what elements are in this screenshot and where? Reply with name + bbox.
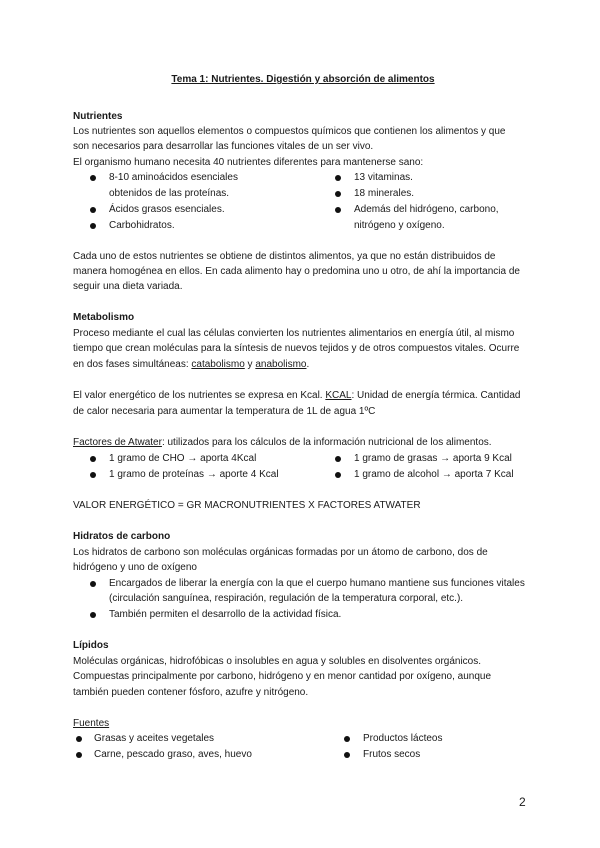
paragraph-line: seguir una dieta variada. bbox=[73, 281, 183, 292]
list-item: nitrógeno y oxígeno. bbox=[354, 220, 445, 231]
bullet-dot bbox=[335, 207, 341, 213]
paragraph-line: Cada uno de estos nutrientes se obtiene de distintos alimentos, ya que no están distribuidos de bbox=[73, 251, 496, 262]
list-item: Productos lácteos bbox=[363, 733, 443, 744]
paragraph-line: Proceso mediante el cual las células convierten los nutrientes alimentarios en energía útil, al mismo bbox=[73, 328, 515, 339]
paragraph-line: Moléculas orgánicas, hidrofóbicas o insolubles en agua y solubles en disolventes orgánicos. bbox=[73, 656, 482, 667]
paragraph-line: tiempo que crean moléculas para la síntesis de nuevos tejidos y de otros compuestos vitales. Ocurre bbox=[73, 343, 520, 354]
bullet-dot bbox=[335, 456, 341, 462]
heading-fuentes: Fuentes bbox=[73, 718, 110, 729]
list-item: Carne, pescado graso, aves, huevo bbox=[94, 749, 252, 760]
list-item: 1 gramo de CHO → aporta 4Kcal bbox=[109, 453, 257, 464]
page-title: Tema 1: Nutrientes. Digestión y absorción de alimentos bbox=[171, 74, 435, 85]
list-item: Frutos secos bbox=[363, 749, 421, 760]
list-item: obtenidos de las proteínas. bbox=[109, 188, 230, 199]
term-catabolismo: catabolismo bbox=[191, 359, 245, 370]
heading-nutrientes: Nutrientes bbox=[73, 111, 123, 122]
term-anabolismo: anabolismo bbox=[255, 359, 307, 370]
heading-hidratos: Hidratos de carbono bbox=[73, 531, 171, 542]
bullet-dot bbox=[335, 191, 341, 197]
list-item: Carbohidratos. bbox=[109, 220, 175, 231]
bullet-dot bbox=[90, 207, 96, 213]
bullet-dot bbox=[90, 612, 96, 618]
list-item: Grasas y aceites vegetales bbox=[94, 733, 215, 744]
term-atwater: Factores de Atwater bbox=[73, 437, 162, 448]
bullet-dot bbox=[76, 752, 82, 758]
bullet-dot bbox=[335, 472, 341, 478]
list-item: 1 gramo de alcohol → aporta 7 Kcal bbox=[354, 469, 514, 480]
bullet-dot bbox=[90, 472, 96, 478]
paragraph-line: en dos fases simultáneas: catabolismo y anabolismo. bbox=[73, 359, 310, 370]
list-item: Ácidos grasos esenciales. bbox=[109, 204, 225, 215]
list-item: 1 gramo de proteínas → aporte 4 Kcal bbox=[109, 469, 279, 480]
list-item: 13 vitaminas. bbox=[354, 172, 413, 183]
bullet-dot bbox=[344, 752, 350, 758]
bullet-dot bbox=[90, 581, 96, 587]
list-item: (circulación sanguínea, respiración, regulación de la temperatura corporal, etc.). bbox=[109, 593, 464, 604]
bullet-dot bbox=[76, 736, 82, 742]
formula: VALOR ENERGÉTICO = GR MACRONUTRIENTES X FACTORES ATWATER bbox=[73, 500, 421, 511]
term-kcal: KCAL bbox=[325, 390, 352, 401]
paragraph-line: manera homogénea en ellos. En cada alimento hay o predomina uno u otro, de ahí la importancia de bbox=[73, 266, 520, 277]
bullet-dot bbox=[90, 223, 96, 229]
paragraph-line: son necesarios para desarrollar las funciones vitales de un ser vivo. bbox=[73, 141, 374, 152]
paragraph-line: también pueden contener fósforo, azufre y nitrógeno. bbox=[73, 687, 309, 698]
list-item: 18 minerales. bbox=[354, 188, 415, 199]
page-number: 2 bbox=[519, 795, 526, 809]
list-item: También permiten el desarrollo de la actividad física. bbox=[109, 609, 342, 620]
paragraph-line: Compuestas principalmente por carbono, hidrógeno y en menor cantidad por oxígeno, aunque bbox=[73, 671, 492, 682]
paragraph-line: El organismo humano necesita 40 nutrientes diferentes para mantenerse sano: bbox=[73, 157, 424, 168]
list-item: Además del hidrógeno, carbono, bbox=[354, 204, 499, 215]
paragraph-line: Los nutrientes son aquellos elementos o compuestos químicos que contienen los alimentos y que bbox=[73, 126, 506, 137]
heading-metabolismo: Metabolismo bbox=[73, 312, 135, 323]
bullet-dot bbox=[90, 456, 96, 462]
paragraph-line: El valor energético de los nutrientes se expresa en Kcal. KCAL: Unidad de energía térmica. Cantidad bbox=[73, 390, 521, 401]
bullet-dot bbox=[344, 736, 350, 742]
list-item: 1 gramo de grasas → aporta 9 Kcal bbox=[354, 453, 512, 464]
bullet-dot bbox=[335, 175, 341, 181]
paragraph-line: Los hidratos de carbono son moléculas orgánicas formadas por un átomo de carbono, dos de bbox=[73, 547, 488, 558]
list-item: Encargados de liberar la energía con la que el cuerpo humano mantiene sus funciones vitales bbox=[109, 578, 525, 589]
atwater-intro: Factores de Atwater: utilizados para los cálculos de la información nutricional de los alimentos. bbox=[73, 437, 492, 448]
list-item: 8-10 aminoácidos esenciales bbox=[109, 172, 238, 183]
paragraph-line: de calor necesaria para aumentar la temperatura de 1L de agua 1ºC bbox=[73, 406, 376, 417]
paragraph-line: hidrógeno y uno de oxígeno bbox=[73, 562, 197, 573]
bullet-dot bbox=[90, 175, 96, 181]
heading-lipidos: Lípidos bbox=[73, 640, 109, 651]
